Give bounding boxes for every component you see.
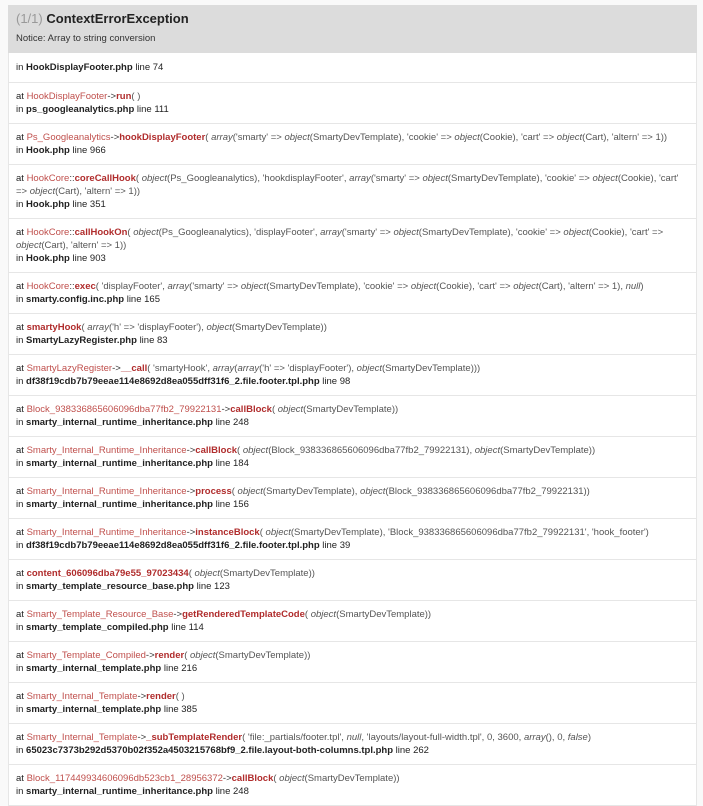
trace-class[interactable]: Smarty_Template_Resource_Base [26,609,174,620]
trace-args: ( array('h' => 'displayFooter'), object(SmartyDevTemplate)) [81,322,327,333]
trace-file[interactable]: ps_googleanalytics.php [26,104,135,115]
trace-call: at Smarty_Internal_Template->render( ) [16,691,185,702]
trace-entry [8,355,697,396]
trace-call: at HookDisplayFooter->run( ) [16,91,141,102]
trace-entry [8,83,697,124]
trace-line: line 74 [135,62,164,73]
trace-line: line 39 [322,540,351,551]
trace-file[interactable]: smarty_internal_template.php [26,704,162,715]
exception-class: ContextErrorException [46,11,189,26]
trace-separator: -> [110,132,120,143]
trace-call: at Smarty_Internal_Runtime_Inheritance->instanceBlock( object(SmartyDevTemplate), 'Block_938336865606096dba77fb2_79922131', 'hook_footer') [16,527,649,538]
trace-file[interactable]: smarty_internal_runtime_inheritance.php [26,417,213,428]
trace-entry [8,396,697,437]
trace-line: line 385 [163,704,198,715]
trace-location: in Hook.php line 351 [16,199,106,210]
trace-line: line 114 [171,622,204,633]
trace-separator: -> [186,527,196,538]
trace-entry [8,273,697,314]
trace-class[interactable]: Smarty_Internal_Runtime_Inheritance [26,527,187,538]
trace-call: at HookCore::callHookOn( object(Ps_Googleanalytics), 'displayFooter', array('smarty' => object(SmartyDevTemplate), 'cookie' => object(Cookie), 'cart' => object(Cart), 'altern' => 1)) [16,227,664,251]
trace-file[interactable]: smarty_internal_template.php [26,663,162,674]
trace-location: in smarty_internal_runtime_inheritance.php line 248 [16,786,249,797]
trace-line: line 216 [163,663,198,674]
trace-function: render [154,650,185,661]
trace-entry [8,437,697,478]
trace-args: ( 'smartyHook', array(array('h' => 'displayFooter'), object(SmartyDevTemplate))) [147,363,481,374]
trace-class[interactable]: HookCore [26,173,70,184]
trace-location: in Hook.php line 966 [16,145,106,156]
trace-separator: :: [69,281,75,292]
trace-args: ( ) [175,691,185,702]
exception-message: Notice: Array to string conversion [16,33,156,44]
trace-line: line 83 [139,335,168,346]
trace-class[interactable]: Smarty_Internal_Runtime_Inheritance [26,486,187,497]
trace-line: line 903 [72,253,106,264]
trace-line: line 165 [126,294,160,305]
trace-function: callHookOn [74,227,128,238]
trace-file[interactable]: smarty_template_resource_base.php [26,581,194,592]
trace-file[interactable]: HookDisplayFooter.php [26,62,133,73]
trace-call: at Ps_Googleanalytics->hookDisplayFooter( array('smarty' => object(SmartyDevTemplate), 'cookie' => object(Cookie), 'cart' => object(Cart), 'altern' => 1)) [16,132,668,143]
trace-args: ( object(SmartyDevTemplate), object(Block_938336865606096dba77fb2_79922131)) [231,486,590,497]
trace-location: in smarty_internal_runtime_inheritance.php line 156 [16,499,249,510]
trace-line: line 262 [395,745,429,756]
trace-function: instanceBlock [195,527,260,538]
trace-function: coreCallHook [74,173,136,184]
trace-location: in HookDisplayFooter.php line 74 [16,62,164,73]
trace-location: in smarty_internal_template.php line 385 [16,704,198,715]
trace-line: line 184 [215,458,249,469]
trace-separator: -> [222,773,232,784]
trace-file[interactable]: Hook.php [26,199,70,210]
trace-args: ( object(Ps_Googleanalytics), 'displayFooter', array('smarty' => object(SmartyDevTemplate), 'cookie' => object(Cookie), 'cart' => object(Cart), 'altern' => 1)) [16,227,664,251]
trace-class[interactable]: Smarty_Internal_Template [26,732,138,743]
trace-line: line 111 [136,104,169,115]
trace-file[interactable]: smarty_internal_runtime_inheritance.php [26,786,213,797]
trace-location: in SmartyLazyRegister.php line 83 [16,335,168,346]
trace-location: in ps_googleanalytics.php line 111 [16,104,169,115]
trace-location: in smarty_template_resource_base.php line 123 [16,581,230,592]
trace-call: at Smarty_Internal_Runtime_Inheritance->callBlock( object(Block_938336865606096dba77fb2_79922131), object(SmartyDevTemplate)) [16,445,596,456]
trace-location: in smarty_internal_runtime_inheritance.php line 184 [16,458,249,469]
trace-location: in smarty_template_compiled.php line 114 [16,622,204,633]
trace-separator: :: [69,173,75,184]
trace-separator: -> [173,609,183,620]
trace-line: line 351 [72,199,106,210]
trace-args: ( object(SmartyDevTemplate), 'Block_938336865606096dba77fb2_79922131', 'hook_footer') [259,527,649,538]
trace-file[interactable]: df38f19cdb7b79eeae114e8692d8ea055dff31f6_2.file.footer.tpl.php [26,376,320,387]
trace-function: _subTemplateRender [146,732,243,743]
trace-function: content_606096dba79e55_97023434 [26,568,189,579]
trace-entry [8,478,697,519]
trace-call: at content_606096dba79e55_97023434( object(SmartyDevTemplate)) [16,568,315,579]
trace-class[interactable]: SmartyLazyRegister [26,363,113,374]
trace-function: render [146,691,176,702]
trace-separator: -> [186,486,196,497]
trace-args: ( object(SmartyDevTemplate)) [188,568,315,579]
trace-call: at HookCore::exec( 'displayFooter', array('smarty' => object(SmartyDevTemplate), 'cookie' => object(Cookie), 'cart' => object(Cart), 'altern' => 1), null) [16,281,644,292]
trace-file[interactable]: df38f19cdb7b79eeae114e8692d8ea055dff31f6_2.file.footer.tpl.php [26,540,320,551]
trace-separator: -> [137,691,147,702]
trace-args: ( object(SmartyDevTemplate)) [273,773,400,784]
trace-line: line 123 [196,581,230,592]
exception-count: (1/1) [16,11,43,26]
trace-function: __call [120,363,148,374]
trace-file[interactable]: smarty_template_compiled.php [26,622,169,633]
trace-class[interactable]: Ps_Googleanalytics [26,132,111,143]
trace-separator: -> [137,732,147,743]
trace-args: ( 'displayFooter', array('smarty' => object(SmartyDevTemplate), 'cookie' => object(Cookie), 'cart' => object(Cart), 'altern' => 1), null) [95,281,644,292]
trace-args: ( object(Block_938336865606096dba77fb2_79922131), object(SmartyDevTemplate)) [237,445,596,456]
trace-call: at Block_938336865606096dba77fb2_79922131->callBlock( object(SmartyDevTemplate)) [16,404,399,415]
trace-file[interactable]: SmartyLazyRegister.php [26,335,137,346]
trace-class[interactable]: Smarty_Internal_Template [26,691,138,702]
trace-function: callBlock [195,445,238,456]
trace-location: in smarty_internal_template.php line 216 [16,663,198,674]
trace-separator: -> [145,650,155,661]
trace-location: in smarty.config.inc.php line 165 [16,294,160,305]
trace-call: at SmartyLazyRegister->__call( 'smartyHook', array(array('h' => 'displayFooter'), object(SmartyDevTemplate))) [16,363,481,374]
trace-file[interactable]: smarty_internal_runtime_inheritance.php [26,458,213,469]
trace-entry [8,724,697,765]
trace-entry [8,560,697,601]
trace-entry [8,601,697,642]
trace-file[interactable]: Hook.php [26,253,70,264]
trace-line: line 156 [215,499,249,510]
trace-entry [8,314,697,355]
trace-line: line 248 [215,417,249,428]
trace-entry [8,53,697,83]
trace-function: getRenderedTemplateCode [182,609,305,620]
trace-args: ( object(Ps_Googleanalytics), 'hookdisplayFooter', array('smarty' => object(SmartyDevTemplate), 'cookie' => object(Cookie), 'cart' => object(Cart), 'altern' => 1)) [16,173,679,197]
trace-class[interactable]: Block_117449934606096db523cb1_28956372 [26,773,223,784]
trace-class[interactable]: Smarty_Template_Compiled [26,650,146,661]
trace-location: in Hook.php line 903 [16,253,106,264]
trace-entry [8,165,697,219]
trace-call: at HookCore::coreCallHook( object(Ps_Googleanalytics), 'hookdisplayFooter', array('smarty' => object(SmartyDevTemplate), 'cookie' => object(Cookie), 'cart' => object(Cart), 'altern' => 1)) [16,173,679,197]
trace-call: at Smarty_Template_Resource_Base->getRenderedTemplateCode( object(SmartyDevTemplate)) [16,609,432,620]
trace-line: line 966 [72,145,106,156]
trace-entry [8,683,697,724]
trace-class[interactable]: HookCore [26,227,70,238]
trace-call: at Smarty_Internal_Runtime_Inheritance->process( object(SmartyDevTemplate), object(Block_938336865606096dba77fb2_79922131)) [16,486,590,497]
trace-args: ( ) [131,91,141,102]
trace-line: line 248 [215,786,249,797]
trace-function: callBlock [230,404,272,415]
exception-title [16,11,689,27]
trace-separator: :: [69,227,75,238]
trace-call: at Smarty_Template_Compiled->render( object(SmartyDevTemplate)) [16,650,311,661]
trace-call: at Block_117449934606096db523cb1_28956372->callBlock( object(SmartyDevTemplate)) [16,773,400,784]
trace-line: line 98 [322,376,351,387]
trace-file[interactable]: smarty_internal_runtime_inheritance.php [26,499,213,510]
exception-header [8,5,697,53]
trace-separator: -> [221,404,231,415]
exception-panel [8,5,697,806]
trace-class[interactable]: HookCore [26,281,70,292]
trace-file[interactable]: 65023c7373b292d5370b02f352a4503215768bf9_2.file.layout-both-columns.tpl.php [26,745,394,756]
trace-location: in 65023c7373b292d5370b02f352a4503215768bf9_2.file.layout-both-columns.tpl.php line 262 [16,745,429,756]
trace-separator: -> [186,445,196,456]
trace-call: at Smarty_Internal_Template->_subTemplateRender( 'file:_partials/footer.tpl', null, 'layouts/layout-full-width.tpl', 0, 3600, array(), 0, false) [16,732,592,743]
trace-class[interactable]: HookDisplayFooter [26,91,108,102]
trace-args: ( 'file:_partials/footer.tpl', null, 'layouts/layout-full-width.tpl', 0, 3600, array(), 0, false) [242,732,592,743]
trace-entry [8,765,697,806]
trace-function: hookDisplayFooter [119,132,206,143]
trace-function: process [195,486,232,497]
trace-location: in df38f19cdb7b79eeae114e8692d8ea055dff31f6_2.file.footer.tpl.php line 39 [16,540,351,551]
trace-function: smartyHook [26,322,82,333]
trace-entry [8,642,697,683]
trace-location: in smarty_internal_runtime_inheritance.php line 248 [16,417,249,428]
stack-trace [8,53,697,806]
trace-class[interactable]: Smarty_Internal_Runtime_Inheritance [26,445,187,456]
trace-entry [8,219,697,273]
trace-function: exec [74,281,96,292]
trace-file[interactable]: smarty.config.inc.php [26,294,125,305]
trace-location: in df38f19cdb7b79eeae114e8692d8ea055dff31f6_2.file.footer.tpl.php line 98 [16,376,351,387]
trace-args: ( object(SmartyDevTemplate)) [304,609,432,620]
trace-entry [8,124,697,165]
trace-function: callBlock [231,773,274,784]
trace-file[interactable]: Hook.php [26,145,70,156]
trace-args: ( array('smarty' => object(SmartyDevTemplate), 'cookie' => object(Cookie), 'cart' => object(Cart), 'altern' => 1)) [205,132,668,143]
trace-args: ( object(SmartyDevTemplate)) [184,650,311,661]
trace-separator: -> [107,91,117,102]
trace-call: at smartyHook( array('h' => 'displayFooter'), object(SmartyDevTemplate)) [16,322,327,333]
trace-args: ( object(SmartyDevTemplate)) [271,404,399,415]
trace-entry [8,519,697,560]
trace-function: run [116,91,132,102]
trace-class[interactable]: Block_938336865606096dba77fb2_79922131 [26,404,222,415]
trace-separator: -> [112,363,121,374]
